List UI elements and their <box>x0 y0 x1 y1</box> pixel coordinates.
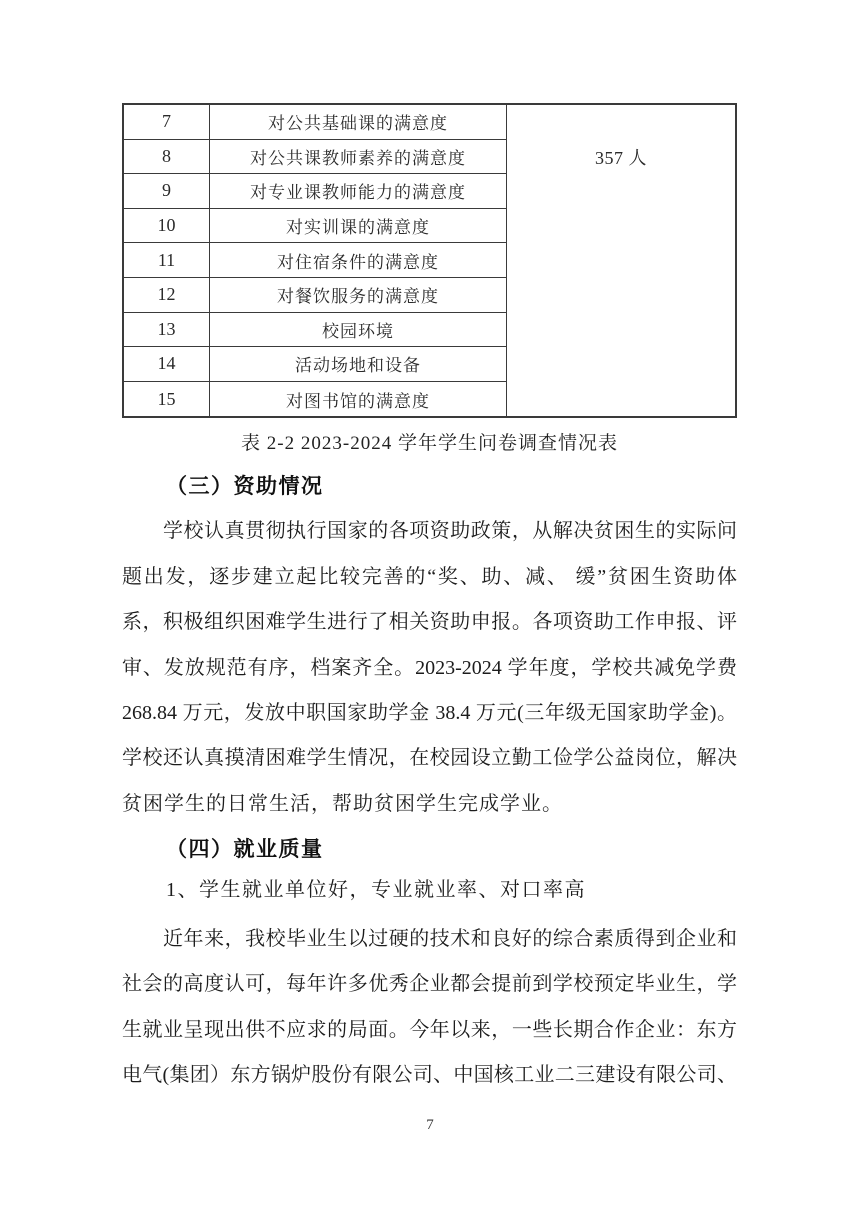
funding-paragraph <box>122 509 737 827</box>
table-row <box>124 278 506 313</box>
table-row <box>124 243 506 278</box>
paragraph-line: 电气(集团）东方锅炉股份有限公司、中国核工业二三建设有限公司、 <box>122 1064 737 1087</box>
row-label-cell: 对专业课教师能力的满意度 <box>250 183 466 203</box>
paragraph-line: 生就业呈现出供不应求的局面。今年以来，一些长期合作企业：东方 <box>122 1018 737 1041</box>
paragraph-line: 268.84 万元，发放中职国家助学金 38.4 万元(三年级无国家助学金)。 <box>122 701 737 724</box>
merged-respondents-cell: 357 人 <box>595 148 647 168</box>
row-number-cell: 11 <box>124 243 210 277</box>
row-number-cell: 15 <box>124 382 210 417</box>
row-number-cell: 13 <box>124 313 210 347</box>
row-label-cell: 对住宿条件的满意度 <box>277 252 439 272</box>
survey-table <box>122 103 737 418</box>
section-heading-employment: （四）就业质量 <box>166 837 324 862</box>
section-heading-funding: （三）资助情况 <box>166 474 324 499</box>
row-number-cell: 10 <box>124 209 210 243</box>
paragraph-line: 贫困学生的日常生活，帮助贫困学生完成学业。 <box>122 792 563 815</box>
table-row <box>124 347 506 382</box>
paragraph-line: 社会的高度认可，每年许多优秀企业都会提前到学校预定毕业生，学 <box>122 973 737 996</box>
table-caption: 表 2-2 2023-2024 学年学生问卷调查情况表 <box>241 433 618 455</box>
row-label-cell: 对实训课的满意度 <box>286 218 430 238</box>
table-row <box>124 382 506 417</box>
row-label-cell: 活动场地和设备 <box>295 356 421 376</box>
paragraph-line: 学校认真贯彻执行国家的各项资助政策，从解决贫困生的实际问 <box>122 520 737 543</box>
table-row <box>124 313 506 348</box>
table-row <box>124 105 506 140</box>
table-row <box>124 140 506 175</box>
survey-table-rows <box>124 105 507 416</box>
paragraph-line: 近年来，我校毕业生以过硬的技术和良好的综合素质得到企业和 <box>122 928 737 951</box>
employment-subheading: 1、学生就业单位好，专业就业率、对口率高 <box>166 879 586 902</box>
row-number-cell: 7 <box>124 105 210 139</box>
row-number-cell: 12 <box>124 278 210 312</box>
row-number-cell: 8 <box>124 140 210 174</box>
paragraph-line: 题出发，逐步建立起比较完善的“奖、助、减、 缓”贫困生资助体 <box>122 565 737 588</box>
row-number-cell: 9 <box>124 174 210 208</box>
row-label-cell: 校园环境 <box>322 321 394 341</box>
row-number-cell: 14 <box>124 347 210 381</box>
page-number: 7 <box>426 1117 434 1133</box>
paragraph-line: 系，积极组织困难学生进行了相关资助申报。各项资助工作申报、评 <box>122 611 737 634</box>
row-label-cell: 对公共课教师素养的满意度 <box>250 148 466 168</box>
row-label-cell: 对餐饮服务的满意度 <box>277 287 439 307</box>
employment-paragraph <box>122 917 737 1099</box>
row-label-cell: 对图书馆的满意度 <box>286 391 430 411</box>
row-label-cell: 对公共基础课的满意度 <box>268 114 448 134</box>
table-row <box>124 209 506 244</box>
table-row <box>124 174 506 209</box>
paragraph-line: 学校还认真摸清困难学生情况，在校园设立勤工俭学公益岗位，解决 <box>122 747 737 770</box>
paragraph-line: 审、发放规范有序，档案齐全。2023-2024 学年度，学校共减免学费 <box>122 656 737 679</box>
